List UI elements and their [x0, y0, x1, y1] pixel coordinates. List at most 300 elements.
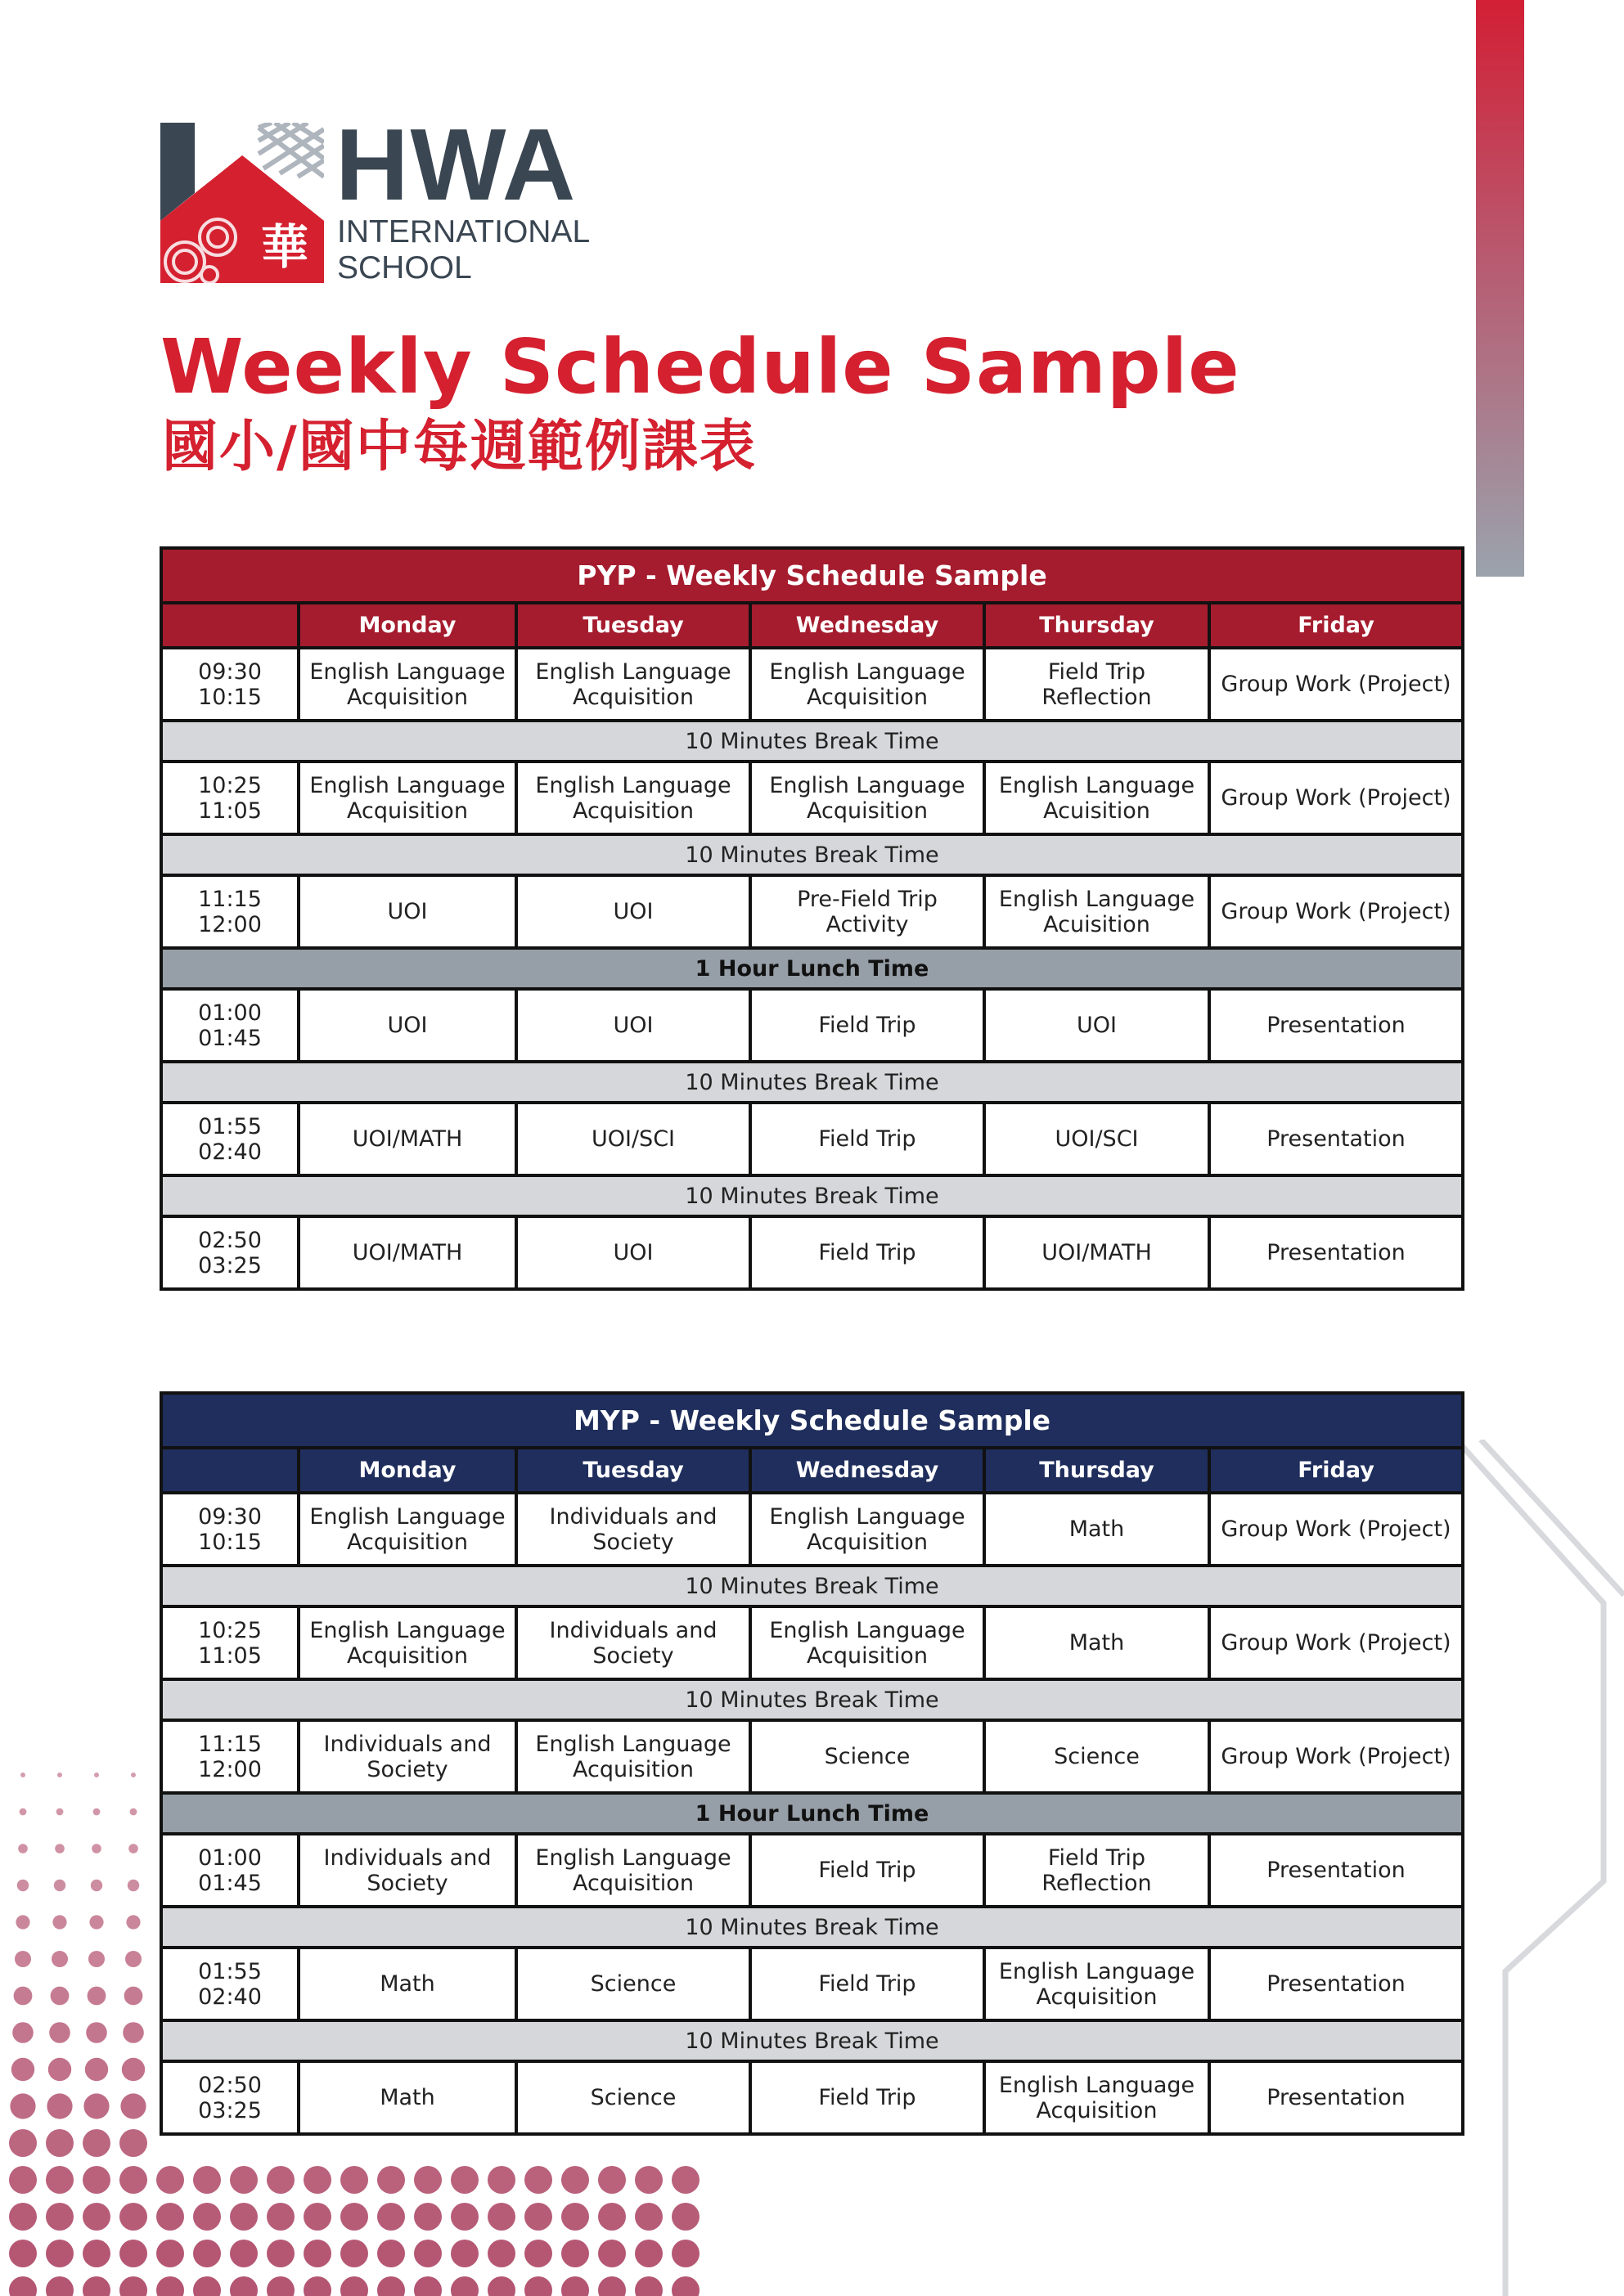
time-slot-cell: 09:30 10:15 [161, 648, 299, 721]
decorative-dot [524, 2166, 552, 2194]
class-subject: English Language Acquisition [309, 658, 506, 710]
class-subject: UOI [387, 1013, 428, 1038]
schedule-row [161, 1720, 1463, 1793]
class-cell [750, 2061, 984, 2134]
class-cell [299, 989, 516, 1062]
day-header-tuesday: Tuesday [516, 1448, 750, 1493]
break-label: 10 Minutes Break Time [161, 2020, 1463, 2061]
break-row [161, 1175, 1463, 1216]
decorative-dot [267, 2240, 295, 2267]
day-header-monday: Monday [299, 1448, 516, 1493]
class-subject: UOI/MATH [1041, 1240, 1152, 1265]
decorative-dot [119, 2203, 147, 2231]
schedule-row [161, 875, 1463, 948]
logo-subtitle-line1: INTERNATIONAL [337, 214, 591, 249]
decorative-dot [131, 1773, 136, 1777]
class-cell [299, 1606, 516, 1679]
decorative-dot [122, 2058, 145, 2081]
break-row [161, 721, 1463, 762]
decorative-dot [49, 2022, 70, 2043]
decorative-dot [304, 2276, 331, 2296]
class-subject: Science [824, 1744, 911, 1769]
class-subject: Field Trip [818, 1858, 916, 1883]
class-subject: Group Work (Project) [1221, 899, 1451, 924]
class-cell [750, 1216, 984, 1289]
decorative-dot [10, 2093, 35, 2119]
decorative-dot [672, 2276, 700, 2296]
decorative-dot [230, 2240, 258, 2267]
break-row [161, 834, 1463, 875]
decorative-dot [86, 2022, 107, 2043]
decorative-dot [488, 2166, 515, 2194]
decorative-dot [635, 2203, 663, 2231]
class-subject: English Language Acquisition [998, 2072, 1195, 2123]
class-cell [516, 989, 750, 1062]
page-title: Weekly Schedule Sample [160, 323, 1240, 411]
class-cell [516, 1606, 750, 1679]
class-cell [1209, 1834, 1463, 1907]
time-slot-cell: 10:25 11:05 [161, 1606, 299, 1679]
decorative-dot [340, 2203, 368, 2231]
decorative-dot [119, 2166, 147, 2194]
decorative-dot [46, 2129, 74, 2157]
decorative-dot [635, 2166, 663, 2194]
class-subject: Individuals and Society [549, 1617, 718, 1669]
decorative-dot [524, 2240, 552, 2267]
class-subject: Field Trip [818, 1013, 916, 1038]
class-cell [984, 1720, 1209, 1793]
break-label: 10 Minutes Break Time [161, 1679, 1463, 1720]
decorative-dot [414, 2240, 442, 2267]
class-subject: English Language Acquisition [769, 772, 965, 824]
class-cell [750, 875, 984, 948]
logo-subtitle [337, 214, 590, 286]
decorative-dot [83, 2093, 109, 2119]
decorative-dot [230, 2203, 258, 2231]
decorative-dot [15, 1951, 31, 1967]
time-slot-cell: 01:00 01:45 [161, 1834, 299, 1907]
decorative-dot [377, 2240, 405, 2267]
class-cell [750, 989, 984, 1062]
class-subject: Group Work (Project) [1221, 1516, 1451, 1542]
decorative-dot [230, 2166, 258, 2194]
class-cell [750, 1948, 984, 2020]
day-header-thursday: Thursday [984, 603, 1209, 648]
decorative-dot [635, 2240, 663, 2267]
decorative-dot [451, 2240, 479, 2267]
decorative-dot [91, 1880, 102, 1891]
class-cell [984, 1948, 1209, 2020]
class-subject: English Language Acquisition [309, 1503, 506, 1555]
class-cell [516, 1216, 750, 1289]
class-cell [516, 648, 750, 721]
schedule-row [161, 1216, 1463, 1289]
class-subject: Individuals and Society [323, 1731, 492, 1782]
class-cell [984, 2061, 1209, 2134]
class-subject: Math [1068, 1516, 1125, 1542]
class-subject: Field Trip [818, 1240, 916, 1265]
break-row [161, 1679, 1463, 1720]
decorative-dot [83, 2166, 110, 2194]
decorative-dot [125, 1951, 142, 1967]
decorative-dot [304, 2203, 331, 2231]
class-subject: Individuals and Society [549, 1503, 718, 1555]
decorative-dot [20, 1773, 25, 1777]
decorative-dot [193, 2240, 221, 2267]
class-subject: UOI [1077, 1013, 1117, 1038]
time-slot-cell: 02:50 03:25 [161, 2061, 299, 2134]
schedule-row [161, 1493, 1463, 1566]
decorative-dot [156, 2240, 184, 2267]
decorative-dot [9, 2276, 37, 2296]
break-label: 10 Minutes Break Time [161, 834, 1463, 875]
day-header-wednesday: Wednesday [750, 603, 984, 648]
decorative-dot [56, 1808, 64, 1816]
class-cell [1209, 1948, 1463, 2020]
class-cell [984, 648, 1209, 721]
decorative-dot [561, 2203, 589, 2231]
class-cell [516, 762, 750, 834]
class-cell [1209, 648, 1463, 721]
logo-subtitle-line2: SCHOOL [337, 250, 472, 285]
class-cell [1209, 1103, 1463, 1175]
decorative-dot [193, 2166, 221, 2194]
class-subject: Group Work (Project) [1221, 1630, 1451, 1656]
class-subject: Field Trip Reflection [1041, 658, 1152, 710]
decorative-dot [119, 2240, 147, 2267]
class-subject: UOI/SCI [1055, 1126, 1139, 1152]
class-cell [299, 2061, 516, 2134]
decorative-dot [83, 2129, 110, 2157]
time-slot-cell: 10:25 11:05 [161, 762, 299, 834]
decorative-dot [377, 2276, 405, 2296]
class-cell [984, 1606, 1209, 1679]
myp-table-caption: MYP - Weekly Schedule Sample [161, 1393, 1463, 1448]
decorative-dot [377, 2203, 405, 2231]
class-subject: English Language Acquisition [998, 1958, 1195, 2010]
pyp-schedule-table [160, 546, 1464, 1291]
decorative-dot [414, 2276, 442, 2296]
decorative-dot [340, 2240, 368, 2267]
class-subject: Group Work (Project) [1221, 672, 1451, 697]
decorative-dot [672, 2166, 700, 2194]
decorative-dot [267, 2276, 295, 2296]
decorative-dot [377, 2166, 405, 2194]
decorative-dot [16, 1915, 29, 1929]
class-subject: Math [1068, 1630, 1125, 1656]
decorative-dot [83, 2203, 110, 2231]
class-cell [299, 1720, 516, 1793]
decorative-dot [451, 2203, 479, 2231]
decorative-dot [83, 2240, 110, 2267]
class-subject: UOI/SCI [591, 1126, 676, 1152]
decorative-dot [47, 2093, 72, 2119]
school-logo [160, 109, 591, 286]
class-subject: Group Work (Project) [1221, 1744, 1451, 1769]
class-subject: Field Trip [818, 1126, 916, 1152]
break-row [161, 1566, 1463, 1606]
decorative-dot [46, 2276, 74, 2296]
decorative-dot [451, 2276, 479, 2296]
class-cell [299, 875, 516, 948]
class-subject: Presentation [1266, 1013, 1406, 1038]
class-cell [1209, 1493, 1463, 1566]
class-cell [750, 1720, 984, 1793]
decorative-dot [46, 2203, 74, 2231]
decorative-dot [193, 2276, 221, 2296]
class-subject: UOI [613, 1013, 654, 1038]
class-cell [299, 1103, 516, 1175]
class-subject: Science [1054, 1744, 1140, 1769]
class-subject: English Language Acquisition [535, 1731, 731, 1782]
class-cell [984, 1103, 1209, 1175]
decorative-dot [119, 2129, 147, 2157]
decorative-dot [46, 2166, 74, 2194]
decorative-dot [561, 2276, 589, 2296]
class-subject: Presentation [1266, 2085, 1406, 2110]
class-subject: English Language Acquisition [309, 1617, 506, 1669]
class-cell [750, 1834, 984, 1907]
decorative-dot [488, 2276, 515, 2296]
time-slot-cell: 02:50 03:25 [161, 1216, 299, 1289]
class-subject: Pre-Field Trip Activity [797, 886, 938, 937]
break-label: 10 Minutes Break Time [161, 1907, 1463, 1948]
day-header-friday: Friday [1209, 1448, 1463, 1493]
decorative-dot [488, 2203, 515, 2231]
logo-emblem-icon [160, 123, 324, 283]
decorative-dot [92, 1844, 101, 1853]
class-cell [750, 1606, 984, 1679]
class-cell [1209, 875, 1463, 948]
time-header-cell [161, 603, 299, 648]
class-cell [984, 1834, 1209, 1907]
decorative-dot [93, 1808, 101, 1816]
class-cell [299, 648, 516, 721]
lunch-label: 1 Hour Lunch Time [161, 948, 1463, 989]
decorative-dot [230, 2276, 258, 2296]
class-subject: UOI/MATH [352, 1126, 463, 1152]
class-cell [299, 1216, 516, 1289]
class-subject: English Language Acquisition [769, 1503, 965, 1555]
class-cell [984, 875, 1209, 948]
decorative-dot [123, 2022, 144, 2043]
schedule-row [161, 648, 1463, 721]
decorative-dot [9, 2240, 37, 2267]
decorative-dot [55, 1844, 65, 1853]
decorative-dot [17, 1880, 29, 1891]
decorative-dot [304, 2166, 331, 2194]
time-slot-cell: 11:15 12:00 [161, 1720, 299, 1793]
decorative-dot [18, 1844, 28, 1853]
class-cell [1209, 1216, 1463, 1289]
class-cell [516, 875, 750, 948]
decorative-dot [672, 2240, 700, 2267]
decorative-dot [94, 1773, 99, 1777]
class-cell [750, 762, 984, 834]
time-slot-cell: 01:55 02:40 [161, 1948, 299, 2020]
myp-schedule-table [160, 1391, 1464, 2136]
day-header-tuesday: Tuesday [516, 603, 750, 648]
class-subject: Presentation [1266, 1240, 1406, 1265]
class-cell [750, 648, 984, 721]
logo-emblem-char: 華 [260, 219, 309, 275]
decorative-dot [156, 2203, 184, 2231]
decorative-dot [9, 2129, 37, 2157]
class-subject: UOI/MATH [352, 1240, 463, 1265]
class-cell [516, 2061, 750, 2134]
class-subject: UOI [613, 1240, 654, 1265]
decorative-dot [130, 1808, 137, 1816]
schedule-row [161, 1103, 1463, 1175]
class-subject: Field Trip [818, 2085, 916, 2110]
decorative-dot [598, 2166, 626, 2194]
decorative-dot [267, 2166, 295, 2194]
decorative-dot [14, 1987, 33, 2006]
class-subject: Math [380, 2085, 435, 2110]
class-cell [984, 762, 1209, 834]
class-cell [1209, 1720, 1463, 1793]
class-subject: Group Work (Project) [1221, 785, 1451, 811]
class-subject: English Language Acquisition [535, 658, 731, 710]
class-cell [1209, 762, 1463, 834]
class-subject: Field Trip Reflection [1041, 1844, 1152, 1896]
class-subject: English Language Acquisition [309, 772, 506, 824]
decorative-dot [561, 2240, 589, 2267]
decorative-dot [598, 2240, 626, 2267]
decorative-dot [340, 2276, 368, 2296]
decorative-dot [12, 2022, 34, 2043]
decorative-dot [57, 1773, 62, 1777]
class-cell [1209, 989, 1463, 1062]
decorative-dot [83, 2276, 110, 2296]
schedule-row [161, 989, 1463, 1062]
break-row [161, 1907, 1463, 1948]
decorative-dot [156, 2166, 184, 2194]
decorative-dot [126, 1915, 140, 1929]
decorative-dot [267, 2203, 295, 2231]
class-subject: English Language Acquisition [535, 772, 731, 824]
class-cell [1209, 1606, 1463, 1679]
class-cell [984, 989, 1209, 1062]
class-subject: English Language Acquisition [535, 1844, 731, 1896]
decorative-dot [414, 2166, 442, 2194]
class-subject: English Language Acuisition [998, 886, 1195, 937]
class-cell [516, 1103, 750, 1175]
gradient-side-bar [1476, 0, 1524, 577]
break-row [161, 2020, 1463, 2061]
break-label: 10 Minutes Break Time [161, 1175, 1463, 1216]
decorative-dot [488, 2240, 515, 2267]
class-cell [516, 1720, 750, 1793]
class-subject: English Language Acquisition [769, 658, 965, 710]
break-row [161, 1062, 1463, 1103]
break-label: 10 Minutes Break Time [161, 721, 1463, 762]
day-header-friday: Friday [1209, 603, 1463, 648]
class-cell [299, 1493, 516, 1566]
page-title-chinese: 國小/國中每週範例課表 [162, 415, 757, 479]
decorative-dot [52, 1915, 66, 1929]
lunch-label: 1 Hour Lunch Time [161, 1793, 1463, 1834]
schedule-row [161, 2061, 1463, 2134]
schedule-row [161, 762, 1463, 834]
decorative-dot [451, 2166, 479, 2194]
decorative-dot [524, 2203, 552, 2231]
class-cell [984, 1216, 1209, 1289]
time-slot-cell: 01:55 02:40 [161, 1103, 299, 1175]
decorative-dot [524, 2276, 552, 2296]
class-cell [1209, 2061, 1463, 2134]
class-cell [299, 1948, 516, 2020]
pyp-table-caption: PYP - Weekly Schedule Sample [161, 548, 1463, 603]
class-subject: English Language Acquisition [769, 1617, 965, 1669]
decorative-dot [598, 2276, 626, 2296]
decorative-lines [1456, 1440, 1624, 2296]
decorative-dot [672, 2203, 700, 2231]
decorative-dot [54, 1880, 65, 1891]
class-subject: Field Trip [818, 1971, 916, 1997]
time-slot-cell: 09:30 10:15 [161, 1493, 299, 1566]
decorative-dot [119, 2276, 147, 2296]
class-cell [516, 1834, 750, 1907]
day-header-thursday: Thursday [984, 1448, 1209, 1493]
lunch-row [161, 948, 1463, 989]
decorative-dot [304, 2240, 331, 2267]
decorative-dot [9, 2166, 37, 2194]
class-cell [516, 1493, 750, 1566]
class-cell [299, 762, 516, 834]
time-slot-cell: 01:00 01:45 [161, 989, 299, 1062]
class-subject: Presentation [1266, 1971, 1406, 1997]
decorative-dot [88, 1987, 106, 2006]
class-subject: Science [590, 1971, 677, 1997]
class-subject: Individuals and Society [323, 1844, 492, 1896]
decorative-dot [128, 1880, 139, 1891]
class-cell [984, 1493, 1209, 1566]
schedule-row [161, 1606, 1463, 1679]
decorative-dot [193, 2203, 221, 2231]
class-subject: Presentation [1266, 1858, 1406, 1883]
decorative-dot [128, 1844, 138, 1853]
time-header-cell [161, 1448, 299, 1493]
time-slot-cell: 11:15 12:00 [161, 875, 299, 948]
class-subject: Presentation [1266, 1126, 1406, 1152]
decorative-dot [52, 1951, 68, 1967]
decorative-dot [11, 2058, 34, 2081]
class-subject: Science [590, 2085, 677, 2110]
decorative-dot [124, 1987, 143, 2006]
break-label: 10 Minutes Break Time [161, 1566, 1463, 1606]
lunch-row [161, 1793, 1463, 1834]
class-cell [516, 1948, 750, 2020]
day-header-monday: Monday [299, 603, 516, 648]
class-subject: English Language Acuisition [998, 772, 1195, 824]
decorative-dot [88, 1951, 105, 1967]
class-subject: UOI [387, 899, 428, 924]
class-cell [299, 1834, 516, 1907]
decorative-dot [48, 2058, 71, 2081]
decorative-dot [9, 2203, 37, 2231]
schedule-row [161, 1834, 1463, 1907]
myp-day-header-row [161, 1448, 1463, 1493]
decorative-dot [120, 2093, 146, 2119]
decorative-dot [51, 1987, 70, 2006]
decorative-dot [635, 2276, 663, 2296]
decorative-dot [598, 2203, 626, 2231]
class-subject: Math [380, 1971, 435, 1997]
day-header-wednesday: Wednesday [750, 1448, 984, 1493]
decorative-dot [414, 2203, 442, 2231]
class-cell [750, 1493, 984, 1566]
